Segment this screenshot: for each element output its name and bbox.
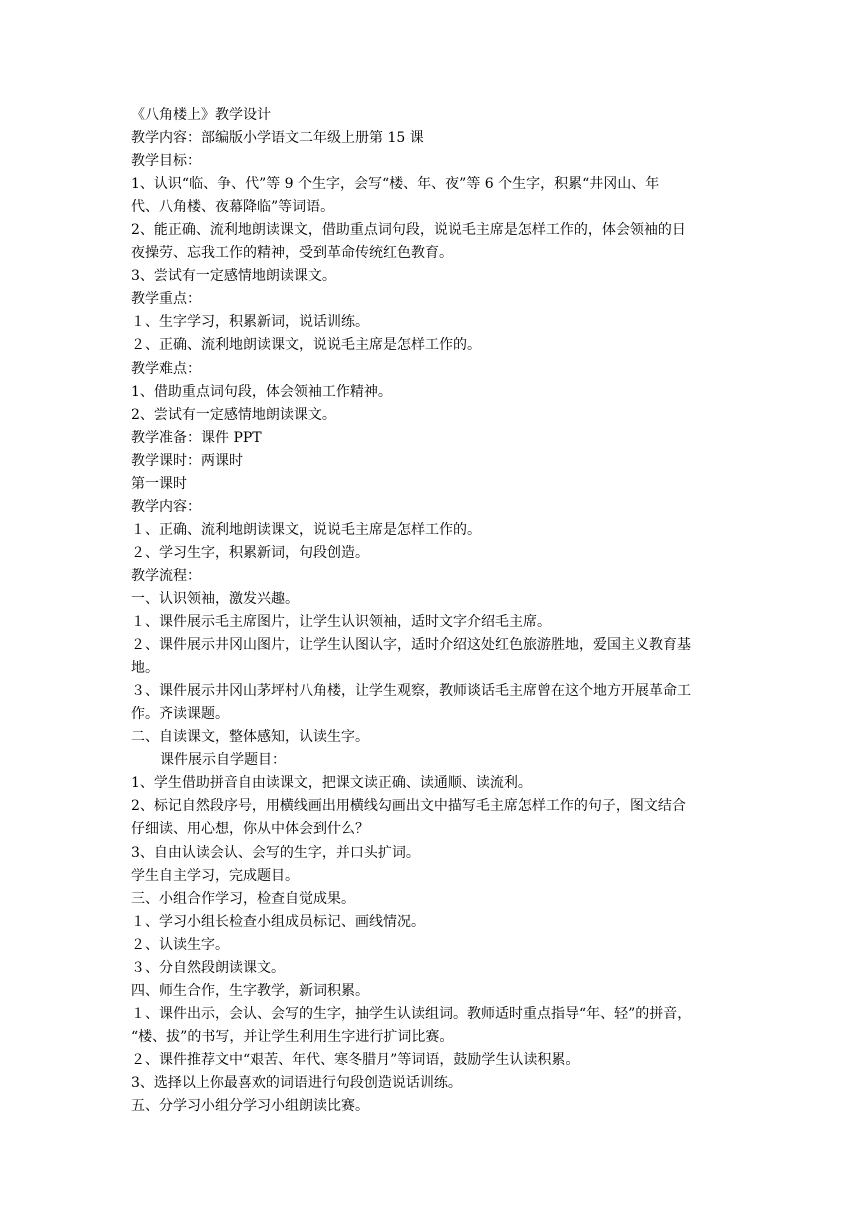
section-heading: 教学难点： bbox=[131, 360, 201, 377]
text-line: ３、分自然段朗读课文。 bbox=[131, 959, 285, 976]
text-line: 2、尝试有一定感情地朗读课文。 bbox=[131, 406, 336, 423]
text-line: 一、认识领袖，激发兴趣。 bbox=[131, 590, 299, 607]
text-line: 三、小组合作学习，检查自觉成果。 bbox=[131, 890, 355, 907]
text-line: １、课件展示毛主席图片，让学生认识领袖，适时文字介绍毛主席。 bbox=[131, 614, 551, 631]
text-line: 五、分学习小组分学习小组朗读比赛。 bbox=[131, 1098, 369, 1115]
text-line: ２、课件推荐文中“艰苦、年代、寒冬腊月”等词语，鼓励学生认读积累。 bbox=[131, 1051, 580, 1068]
text-line: １、生字学习，积累新词，说话训练。 bbox=[131, 314, 369, 331]
section-heading: 教学重点： bbox=[131, 291, 201, 308]
text-line: 教学准备：课件 PPT bbox=[131, 429, 262, 446]
section-heading: 教学内容： bbox=[131, 498, 201, 515]
text-line: 2、能正确、流利地朗读课文，借助重点词句段，说说毛主席是怎样工作的，体会领袖的日 bbox=[131, 222, 686, 239]
text-line: 四、师生合作，生字教学，新词积累。 bbox=[131, 982, 369, 999]
text-line: ２、认读生字。 bbox=[131, 936, 229, 953]
text-line: 教学课时：两课时 bbox=[131, 452, 243, 469]
text-line: 1、借助重点词句段，体会领袖工作精神。 bbox=[131, 383, 392, 400]
text-line: 2、标记自然段序号，用横线画出用横线勾画出文中描写毛主席怎样工作的句子，图文结合 bbox=[131, 798, 686, 815]
doc-title: 《八角楼上》教学设计 bbox=[131, 107, 271, 123]
text-line: 3、尝试有一定感情地朗读课文。 bbox=[131, 268, 336, 285]
document-body bbox=[131, 104, 731, 1118]
text-line: 学生自主学习，完成题目。 bbox=[131, 867, 299, 884]
text-line: 代、八角楼、夜幕降临”等词语。 bbox=[131, 199, 335, 216]
section-heading: 教学目标： bbox=[131, 153, 201, 170]
text-line: 3、自由认读会认、会写的生字，并口头扩词。 bbox=[131, 844, 420, 861]
text-line: 仔细读、用心想，你从中体会到什么？ bbox=[131, 821, 369, 838]
text-line: 教学内容：部编版小学语文二年级上册第 15 课 bbox=[131, 130, 424, 147]
text-line: “楼、拔”的书写，并让学生利用生字进行扩词比赛。 bbox=[131, 1028, 454, 1045]
text-line: １、课件出示，会认、会写的生字，抽学生认读组词。教师适时重点指导“年、轻”的拼音， bbox=[131, 1005, 692, 1022]
text-line: ３、课件展示井冈山茅坪村八角楼，让学生观察，教师谈话毛主席曾在这个地方开展革命工 bbox=[131, 683, 691, 700]
text-line: ２、正确、流利地朗读课文，说说毛主席是怎样工作的。 bbox=[131, 337, 481, 354]
text-line: 1、学生借助拼音自由读课文，把课文读正确、读通顺、读流利。 bbox=[131, 775, 532, 792]
text-line: 作。齐读课题。 bbox=[131, 706, 229, 723]
text-line: 二、自读课文，整体感知，认读生字。 bbox=[131, 729, 369, 746]
text-line: ２、学习生字，积累新词，句段创造。 bbox=[131, 544, 369, 561]
text-line: １、正确、流利地朗读课文，说说毛主席是怎样工作的。 bbox=[131, 521, 481, 538]
section-heading: 第一课时 bbox=[131, 475, 187, 492]
text-line: １、学习小组长检查小组成员标记、画线情况。 bbox=[131, 913, 425, 930]
section-heading: 教学流程： bbox=[131, 567, 201, 584]
text-line: 1、认识“临、争、代”等 9 个生字，会写“楼、年、夜”等 6 个生字，积累“井冈山、年 bbox=[131, 176, 660, 193]
text-line: ２、课件展示井冈山图片，让学生认图认字，适时介绍这处红色旅游胜地，爱国主义教育基 bbox=[131, 637, 691, 654]
text-line: 课件展示自学题目： bbox=[160, 752, 286, 769]
text-line: 地。 bbox=[131, 660, 159, 677]
text-line: 3、选择以上你最喜欢的词语进行句段创造说话训练。 bbox=[131, 1074, 462, 1091]
text-line: 夜操劳、忘我工作的精神，受到革命传统红色教育。 bbox=[131, 245, 453, 262]
